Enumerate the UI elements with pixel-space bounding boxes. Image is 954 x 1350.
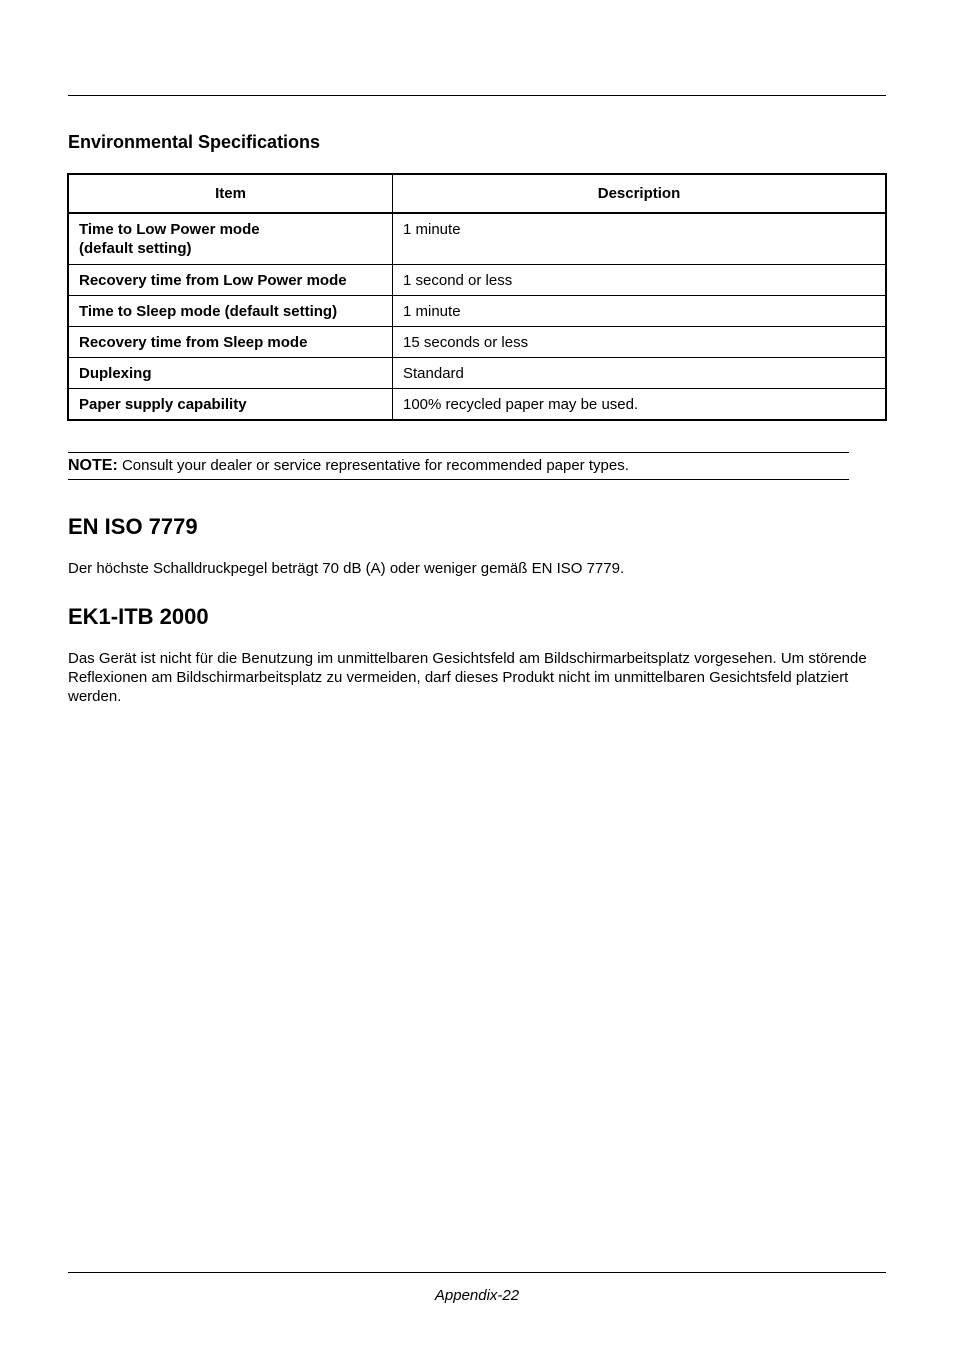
table-row: [68, 265, 886, 296]
table-row: [68, 389, 886, 421]
table-row: [68, 327, 886, 358]
iso-paragraph: Der höchste Schalldruckpegel beträgt 70 dB (A) oder weniger gemäß EN ISO 7779.: [68, 560, 625, 577]
table-row: [68, 358, 886, 389]
column-header-description: Description: [393, 174, 887, 213]
item-text-line-2: (default setting): [79, 240, 192, 257]
item-cell: Recovery time from Low Power mode: [68, 265, 393, 296]
ek1-paragraph: Das Gerät ist nicht für die Benutzung im unmittelbaren Gesichtsfeld am Bildschirmarbeitsplatz vorgesehen. Um störende Reflexionen am Bildschirmarbeitsplatz zu vermeiden, darf dieses Produkt nicht im unmittelbaren Gesichtsfeld platziert werden.: [68, 650, 867, 705]
description-cell: 1 second or less: [393, 265, 887, 296]
note-text: Consult your dealer or service representative for recommended paper types.: [117, 457, 629, 474]
section-title: Environmental Specifications: [68, 132, 321, 152]
item-cell: Paper supply capability: [68, 389, 393, 421]
description-cell: 100% recycled paper may be used.: [393, 389, 887, 421]
environmental-specifications-table: [67, 173, 887, 421]
table-row: [68, 213, 886, 265]
table-header-row: [68, 174, 886, 213]
item-cell: Recovery time from Sleep mode: [68, 327, 393, 358]
description-cell: 15 seconds or less: [393, 327, 887, 358]
description-cell: 1 minute: [393, 296, 887, 327]
header-rule: [68, 95, 886, 96]
ek1-heading: EK1-ITB 2000: [68, 604, 209, 629]
description-cell: 1 minute: [393, 213, 887, 265]
footer-rule: [68, 1272, 886, 1273]
item-cell: Time to Sleep mode (default setting): [68, 296, 393, 327]
item-cell: Duplexing: [68, 358, 393, 389]
iso-heading: EN ISO 7779: [68, 514, 198, 539]
table-row: [68, 296, 886, 327]
page-number: Appendix-22: [434, 1287, 520, 1304]
column-header-item: Item: [68, 174, 393, 213]
item-cell: [68, 213, 393, 265]
note-label: NOTE:: [68, 457, 118, 474]
item-text-line-1: Time to Low Power mode: [79, 221, 260, 238]
note-box: [68, 452, 849, 480]
description-cell: Standard: [393, 358, 887, 389]
